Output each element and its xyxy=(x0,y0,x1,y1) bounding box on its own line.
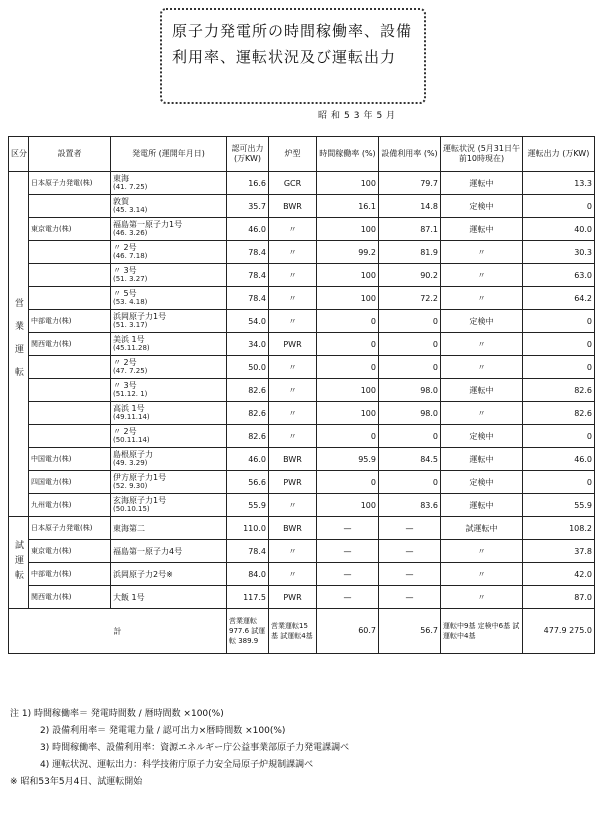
capacity-cell: 78.4 xyxy=(227,287,269,310)
table-row xyxy=(9,471,595,494)
total-util-cell: 56.7 xyxy=(379,609,441,654)
operator-cell xyxy=(29,425,111,448)
table-row xyxy=(9,379,595,402)
col-utilization: 設備利用率 (%) xyxy=(379,137,441,172)
plant-cell xyxy=(111,425,227,448)
time-rate-cell: 100 xyxy=(317,264,379,287)
status-cell: 運転中 xyxy=(441,218,523,241)
output-cell: 42.0 xyxy=(523,563,595,586)
capacity-cell: 78.4 xyxy=(227,264,269,287)
capacity-cell: 110.0 xyxy=(227,517,269,540)
utilization-cell: 0 xyxy=(379,356,441,379)
capacity-cell: 82.6 xyxy=(227,425,269,448)
plant-date: (45.11.28) xyxy=(113,344,150,352)
capacity-cell: 117.5 xyxy=(227,586,269,609)
output-cell: 0 xyxy=(523,356,595,379)
plant-cell: 東海第二 xyxy=(111,517,227,540)
plant-date: (53. 4.18) xyxy=(113,298,148,306)
utilization-cell: — xyxy=(379,517,441,540)
table-row xyxy=(9,333,595,356)
note-2: 2) 設備利用率＝ 発電電力量 / 認可出力×暦時間数 ×100(%) xyxy=(40,726,286,736)
status-cell: 〃 xyxy=(441,356,523,379)
operator-cell xyxy=(29,264,111,287)
status-cell: 〃 xyxy=(441,586,523,609)
utilization-cell: 87.1 xyxy=(379,218,441,241)
plant-cell xyxy=(111,195,227,218)
table-row xyxy=(9,425,595,448)
plant-name: 島根原子力 xyxy=(113,450,153,459)
operator-cell: 関西電力(株) xyxy=(29,333,111,356)
note-1: 注 1) 時間稼働率＝ 発電時間数 / 暦時間数 ×100(%) xyxy=(10,709,224,719)
total-label: 計 xyxy=(9,609,227,654)
plant-name: 〃 2号 xyxy=(113,243,137,252)
utilization-cell: 0 xyxy=(379,333,441,356)
plant-name: 東海 xyxy=(113,174,129,183)
col-output: 運転出力 (万KW) xyxy=(523,137,595,172)
table-row xyxy=(9,563,595,586)
time-rate-cell: 99.2 xyxy=(317,241,379,264)
table-row xyxy=(9,448,595,471)
output-cell: 0 xyxy=(523,310,595,333)
utilization-cell: — xyxy=(379,563,441,586)
output-cell: 40.0 xyxy=(523,218,595,241)
utilization-cell: 72.2 xyxy=(379,287,441,310)
utilization-cell: 98.0 xyxy=(379,379,441,402)
time-rate-cell: 100 xyxy=(317,287,379,310)
reactor-cell: BWR xyxy=(269,517,317,540)
output-cell: 30.3 xyxy=(523,241,595,264)
time-rate-cell: 100 xyxy=(317,379,379,402)
utilization-cell: — xyxy=(379,540,441,563)
table-row xyxy=(9,287,595,310)
plant-name: 〃 3号 xyxy=(113,381,137,390)
header-row xyxy=(9,137,595,172)
utilization-cell: 0 xyxy=(379,310,441,333)
utilization-cell: 81.9 xyxy=(379,241,441,264)
note-4: 4) 運転状況、運転出力：科学技術庁原子力安全局原子炉規制課調べ xyxy=(40,760,314,770)
status-cell: 運転中 xyxy=(441,494,523,517)
reactor-cell: 〃 xyxy=(269,379,317,402)
col-reactor: 炉型 xyxy=(269,137,317,172)
reactor-cell: 〃 xyxy=(269,218,317,241)
capacity-cell: 34.0 xyxy=(227,333,269,356)
plant-date: (49. 3.29) xyxy=(113,459,148,467)
plant-cell xyxy=(111,333,227,356)
status-cell: 〃 xyxy=(441,241,523,264)
plant-name: 高浜 1号 xyxy=(113,404,145,413)
plant-name: 伊方原子力1号 xyxy=(113,473,167,482)
status-cell: 運転中 xyxy=(441,448,523,471)
plant-name: 浜岡原子力1号 xyxy=(113,312,167,321)
reactor-cell: GCR xyxy=(269,172,317,195)
table-row xyxy=(9,540,595,563)
plant-name: 福島第一原子力1号 xyxy=(113,220,183,229)
operator-cell xyxy=(29,195,111,218)
time-rate-cell: — xyxy=(317,563,379,586)
capacity-cell: 78.4 xyxy=(227,241,269,264)
col-operator: 設置者 xyxy=(29,137,111,172)
plant-cell xyxy=(111,494,227,517)
plant-date: (50.11.14) xyxy=(113,436,150,444)
operator-cell: 中国電力(株) xyxy=(29,448,111,471)
col-capacity: 認可出力 (万KW) xyxy=(227,137,269,172)
operator-cell xyxy=(29,356,111,379)
plant-cell xyxy=(111,287,227,310)
output-cell: 64.2 xyxy=(523,287,595,310)
operator-cell: 日本原子力発電(株) xyxy=(29,172,111,195)
time-rate-cell: 0 xyxy=(317,425,379,448)
group-commercial: 営業運転 xyxy=(9,172,29,517)
status-cell: 〃 xyxy=(441,264,523,287)
output-cell: 0 xyxy=(523,333,595,356)
plant-cell xyxy=(111,471,227,494)
utilization-cell: — xyxy=(379,586,441,609)
output-cell: 0 xyxy=(523,471,595,494)
capacity-cell: 46.0 xyxy=(227,448,269,471)
reactor-cell: 〃 xyxy=(269,402,317,425)
plant-date: (51. 3.17) xyxy=(113,321,148,329)
plant-cell xyxy=(111,241,227,264)
status-cell: 定検中 xyxy=(441,471,523,494)
table-row xyxy=(9,195,595,218)
operator-cell: 中部電力(株) xyxy=(29,310,111,333)
time-rate-cell: 100 xyxy=(317,218,379,241)
status-cell: 〃 xyxy=(441,540,523,563)
output-cell: 13.3 xyxy=(523,172,595,195)
status-cell: 〃 xyxy=(441,287,523,310)
reactor-cell: 〃 xyxy=(269,241,317,264)
status-cell: 運転中 xyxy=(441,379,523,402)
operator-cell xyxy=(29,402,111,425)
col-time-rate: 時間稼働率 (%) xyxy=(317,137,379,172)
operator-cell: 中部電力(株) xyxy=(29,563,111,586)
output-cell: 82.6 xyxy=(523,402,595,425)
plant-name: 〃 3号 xyxy=(113,266,137,275)
plant-cell xyxy=(111,264,227,287)
status-cell: 〃 xyxy=(441,402,523,425)
operator-cell xyxy=(29,287,111,310)
reactor-cell: 〃 xyxy=(269,287,317,310)
operator-cell: 日本原子力発電(株) xyxy=(29,517,111,540)
reactor-cell: 〃 xyxy=(269,494,317,517)
operator-cell: 四国電力(株) xyxy=(29,471,111,494)
reactor-cell: 〃 xyxy=(269,425,317,448)
capacity-cell: 46.0 xyxy=(227,218,269,241)
total-status-cell: 運転中9基 定検中6基 試運転中4基 xyxy=(441,609,523,654)
plant-date: (46. 7.18) xyxy=(113,252,148,260)
plant-cell xyxy=(111,356,227,379)
status-cell: 定検中 xyxy=(441,195,523,218)
time-rate-cell: — xyxy=(317,517,379,540)
report-date: 昭和53年5月 xyxy=(318,111,400,121)
status-cell: 〃 xyxy=(441,333,523,356)
output-cell: 0 xyxy=(523,195,595,218)
total-type-cell: 営業運転15基 試運転4基 xyxy=(269,609,317,654)
output-cell: 0 xyxy=(523,425,595,448)
output-cell: 55.9 xyxy=(523,494,595,517)
plant-date: (51. 3.27) xyxy=(113,275,148,283)
utilization-cell: 98.0 xyxy=(379,402,441,425)
plant-cell xyxy=(111,448,227,471)
operator-cell: 東京電力(株) xyxy=(29,540,111,563)
plant-name: 美浜 1号 xyxy=(113,335,145,344)
capacity-cell: 50.0 xyxy=(227,356,269,379)
utilization-cell: 90.2 xyxy=(379,264,441,287)
reactor-cell: 〃 xyxy=(269,563,317,586)
plant-date: (46. 3.26) xyxy=(113,229,148,237)
status-cell: 定検中 xyxy=(441,310,523,333)
reactor-cell: 〃 xyxy=(269,310,317,333)
plant-cell: 福島第一原子力4号 xyxy=(111,540,227,563)
status-cell: 試運転中 xyxy=(441,517,523,540)
reactor-cell: PWR xyxy=(269,586,317,609)
output-cell: 82.6 xyxy=(523,379,595,402)
plant-name: 玄海原子力1号 xyxy=(113,496,167,505)
reactor-cell: BWR xyxy=(269,195,317,218)
time-rate-cell: 95.9 xyxy=(317,448,379,471)
plant-cell: 浜岡原子力2号※ xyxy=(111,563,227,586)
table-row xyxy=(9,517,595,540)
status-cell: 〃 xyxy=(441,563,523,586)
plant-cell: 大飯 1号 xyxy=(111,586,227,609)
output-cell: 37.8 xyxy=(523,540,595,563)
time-rate-cell: 0 xyxy=(317,356,379,379)
capacity-cell: 84.0 xyxy=(227,563,269,586)
time-rate-cell: 0 xyxy=(317,310,379,333)
operation-table xyxy=(8,136,595,654)
plant-date: (51.12. 1) xyxy=(113,390,148,398)
col-status: 運転状況 (5月31日午前10時現在) xyxy=(441,137,523,172)
time-rate-cell: 16.1 xyxy=(317,195,379,218)
reactor-cell: 〃 xyxy=(269,540,317,563)
utilization-cell: 14.8 xyxy=(379,195,441,218)
reactor-cell: BWR xyxy=(269,448,317,471)
col-plant: 発電所 (運開年月日) xyxy=(111,137,227,172)
time-rate-cell: 100 xyxy=(317,494,379,517)
plant-date: (41. 7.25) xyxy=(113,183,148,191)
time-rate-cell: 0 xyxy=(317,333,379,356)
plant-date: (47. 7.25) xyxy=(113,367,148,375)
group-trial: 試運転 xyxy=(9,517,29,609)
plant-name: 〃 5号 xyxy=(113,289,137,298)
output-cell: 108.2 xyxy=(523,517,595,540)
time-rate-cell: 0 xyxy=(317,471,379,494)
table-row xyxy=(9,402,595,425)
utilization-cell: 0 xyxy=(379,471,441,494)
operator-cell: 九州電力(株) xyxy=(29,494,111,517)
table-row xyxy=(9,172,595,195)
time-rate-cell: — xyxy=(317,540,379,563)
output-cell: 87.0 xyxy=(523,586,595,609)
total-out-cell: 477.9 275.0 xyxy=(523,609,595,654)
utilization-cell: 0 xyxy=(379,425,441,448)
table-row xyxy=(9,356,595,379)
reactor-cell: PWR xyxy=(269,333,317,356)
plant-cell xyxy=(111,379,227,402)
notes xyxy=(10,706,590,791)
plant-name: 〃 2号 xyxy=(113,358,137,367)
plant-name: 〃 2号 xyxy=(113,427,137,436)
total-row xyxy=(9,609,595,654)
time-rate-cell: 100 xyxy=(317,172,379,195)
total-time-cell: 60.7 xyxy=(317,609,379,654)
output-cell: 63.0 xyxy=(523,264,595,287)
reactor-cell: 〃 xyxy=(269,264,317,287)
plant-cell xyxy=(111,402,227,425)
utilization-cell: 83.6 xyxy=(379,494,441,517)
time-rate-cell: 100 xyxy=(317,402,379,425)
table-row xyxy=(9,586,595,609)
capacity-cell: 54.0 xyxy=(227,310,269,333)
capacity-cell: 78.4 xyxy=(227,540,269,563)
table-row xyxy=(9,241,595,264)
table-row xyxy=(9,264,595,287)
utilization-cell: 79.7 xyxy=(379,172,441,195)
capacity-cell: 82.6 xyxy=(227,402,269,425)
note-5: ※ 昭和53年5月4日、試運転開始 xyxy=(10,777,143,787)
capacity-cell: 16.6 xyxy=(227,172,269,195)
table-row xyxy=(9,494,595,517)
plant-name: 敦賀 xyxy=(113,197,129,206)
operator-cell xyxy=(29,241,111,264)
plant-date: (50.10.15) xyxy=(113,505,150,513)
note-3: 3) 時間稼働率、設備利用率：資源エネルギー庁公益事業部原子力発電課調べ xyxy=(40,743,350,753)
capacity-cell: 35.7 xyxy=(227,195,269,218)
utilization-cell: 84.5 xyxy=(379,448,441,471)
status-cell: 運転中 xyxy=(441,172,523,195)
operator-cell: 関西電力(株) xyxy=(29,586,111,609)
reactor-cell: 〃 xyxy=(269,356,317,379)
plant-date: (45. 3.14) xyxy=(113,206,148,214)
output-cell: 46.0 xyxy=(523,448,595,471)
plant-date: (49.11.14) xyxy=(113,413,150,421)
operator-cell xyxy=(29,379,111,402)
page-title: 原子力発電所の時間稼働率、設備利用率、運転状況及び運転出力 xyxy=(160,8,426,104)
capacity-cell: 56.6 xyxy=(227,471,269,494)
table-row xyxy=(9,310,595,333)
col-category: 区分 xyxy=(9,137,29,172)
status-cell: 定検中 xyxy=(441,425,523,448)
table-row xyxy=(9,218,595,241)
capacity-cell: 55.9 xyxy=(227,494,269,517)
operator-cell: 東京電力(株) xyxy=(29,218,111,241)
capacity-cell: 82.6 xyxy=(227,379,269,402)
total-cap-cell: 営業運転 977.6 試運転 389.9 xyxy=(227,609,269,654)
plant-cell xyxy=(111,310,227,333)
plant-cell xyxy=(111,172,227,195)
plant-cell xyxy=(111,218,227,241)
reactor-cell: PWR xyxy=(269,471,317,494)
plant-date: (52. 9.30) xyxy=(113,482,148,490)
time-rate-cell: — xyxy=(317,586,379,609)
